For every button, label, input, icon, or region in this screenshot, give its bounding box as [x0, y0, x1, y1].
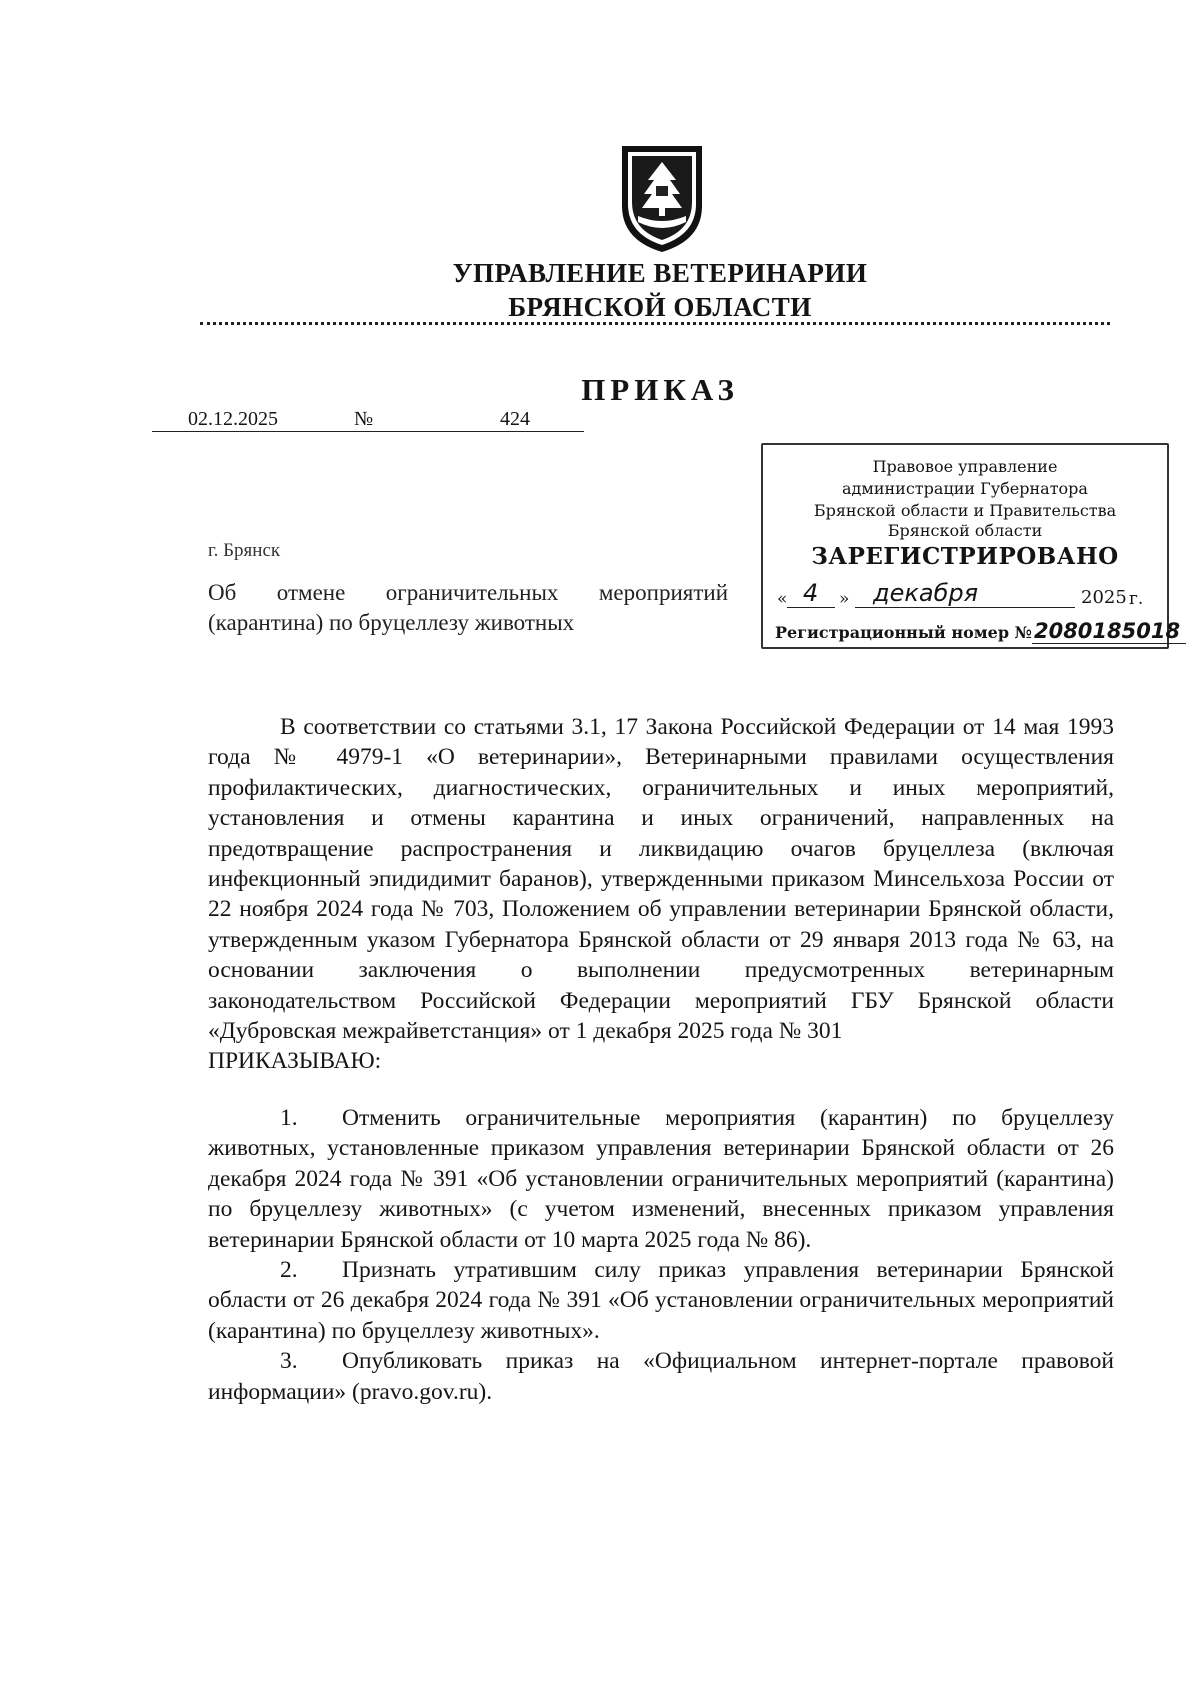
order-item-2 — [208, 1255, 1114, 1346]
stamp-line-3: Брянской области и Правительства — [813, 501, 1117, 520]
number-sign: № — [354, 408, 384, 432]
day-underline — [787, 607, 835, 608]
item-number: 1. — [280, 1104, 298, 1131]
item-text: Признать утратившим силу приказ управления ветеринарии Брянской области от 26 декабря 2024 года № 391 «Об установлении ограничительных мероприятий (карантина) по бруцеллезу животных». — [208, 1256, 1114, 1344]
header-divider — [200, 322, 1110, 325]
stamp-date — [777, 581, 1157, 613]
stamp-line-1: Правовое управление — [872, 457, 1058, 476]
order-number: 424 — [384, 408, 584, 432]
order-word: ПРИКАЗЫВАЮ: — [208, 1048, 382, 1075]
order-subject: Об отмене ограничительных мероприятий (карантина) по бруцеллезу животных — [208, 580, 728, 635]
bryansk-coat-of-arms-icon — [616, 142, 708, 256]
org-line-2: БРЯНСКОЙ ОБЛАСТИ — [508, 292, 812, 322]
stamp-line-4: Брянской области — [887, 521, 1043, 540]
stamp-line-2: администрации Губернатора — [842, 479, 1088, 498]
preamble: В соответствии со статьями 3.1, 17 Закона Российской Федерации от 14 мая 1993 года № 4979-1 «О ветеринарии», Ветеринарными правилами осуществления профилактических, диагностических, ограничительных и иных мероприятий, установления и отмены карантина и иных ограничений, направленных на предотвращение распространения и ликвидацию очагов бруцеллеза (включая инфекционный эпидидимит баранов), утвержденными приказом Минсельхоза России от 22 ноября 2024 года № 703, Положением об управлении ветеринарии Брянской области, утвержденным указом Губернатора Брянской области от 29 января 2013 года № 63, на основании заключения о выполнении предусмотренных ветеринарным законодательством Российской Федерации мероприятий ГБУ Брянской области «Дубровская межрайветстанция» от 1 декабря 2025 года № 301 — [208, 714, 1114, 1045]
stamp-year: 2025 — [1081, 587, 1127, 608]
stamp-quote-open: « — [777, 589, 788, 609]
month-underline — [855, 607, 1075, 608]
stamp-registered: ЗАРЕГИСТРИРОВАНО — [811, 543, 1119, 570]
stamp-quote-close: » — [839, 589, 850, 609]
stamp-year-suffix: г. — [1129, 589, 1144, 609]
item-number: 2. — [280, 1256, 298, 1283]
order-item-1 — [208, 1103, 1114, 1255]
registration-stamp — [761, 443, 1181, 649]
document-type: ПРИКАЗ — [581, 372, 739, 407]
stamp-month: декабря — [873, 579, 979, 607]
stamp-reg-number-row — [775, 619, 1186, 643]
order-item-3 — [208, 1346, 1114, 1407]
item-text: Опубликовать приказ на «Официальном интернет-портале правовой информации» (pravo.gov.ru). — [208, 1348, 1114, 1405]
stamp-day: 4 — [803, 579, 819, 607]
item-text: Отменить ограничительные мероприятия (карантин) по бруцеллезу животных, установленные приказом управления ветеринарии Брянской области от 26 декабря 2024 года № 391 «Об установлении ограничительных мероприятий (карантина) по бруцеллезу животных» (с учетом изменений, внесенных приказом управления ветеринарии Брянской области от 10 марта 2025 года № 86). — [208, 1104, 1114, 1253]
stamp-reg-label: Регистрационный номер № — [775, 623, 1032, 642]
org-line-1: УПРАВЛЕНИЕ ВЕТЕРИНАРИИ — [452, 258, 868, 288]
city: г. Брянск — [208, 540, 281, 561]
order-body — [208, 712, 1114, 1407]
stamp-reg-number: 2080185018 — [1032, 619, 1186, 644]
order-date-number — [152, 408, 584, 432]
organization-name — [180, 256, 1140, 324]
item-number: 3. — [280, 1348, 298, 1375]
order-date: 02.12.2025 — [152, 408, 354, 432]
